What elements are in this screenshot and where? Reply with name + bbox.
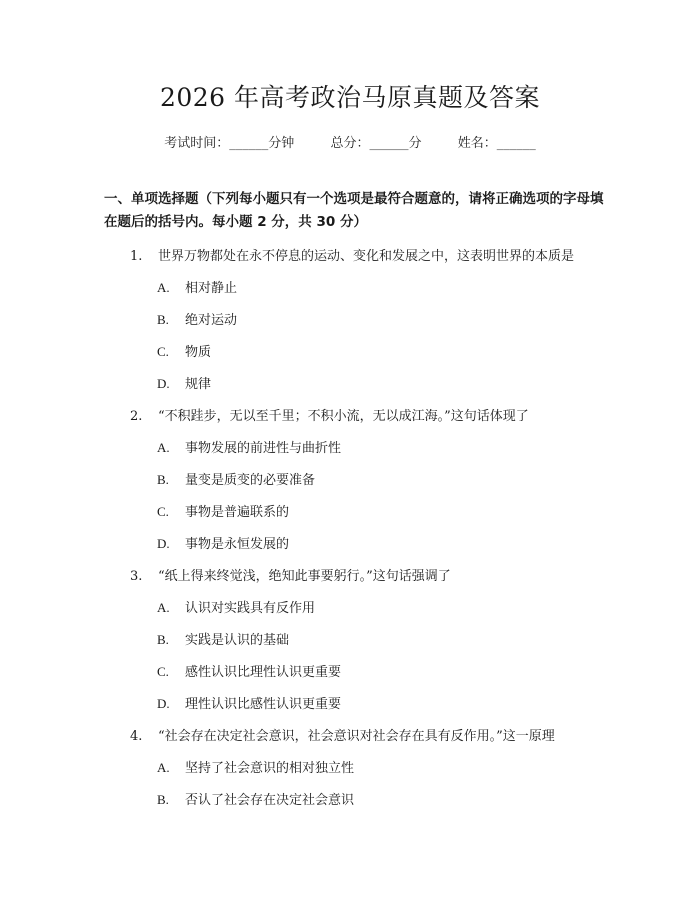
question-number: 1.	[130, 249, 143, 264]
option-3b	[157, 629, 289, 648]
option-letter: D.	[157, 696, 170, 711]
exam-meta	[0, 132, 700, 151]
option-text: 理性认识比感性认识更重要	[185, 697, 342, 712]
option-3d	[157, 693, 341, 712]
option-text: 实践是认识的基础	[185, 633, 290, 648]
option-text: 事物是永恒发展的	[185, 537, 290, 552]
option-letter: B.	[157, 472, 169, 487]
exam-time-label: 考试时间：______分钟	[164, 136, 295, 151]
option-2b	[157, 469, 315, 488]
question-stem: “不积跬步，无以至千里；不积小流，无以成江海。”这句话体现了	[158, 409, 529, 424]
question-stem: “社会存在决定社会意识，社会意识对社会存在具有反作用。”这一原理	[158, 729, 555, 744]
option-text: 规律	[185, 377, 212, 392]
option-1a	[157, 277, 237, 296]
question-4	[130, 725, 610, 744]
option-letter: A.	[157, 440, 170, 455]
question-number: 2.	[130, 409, 143, 424]
option-text: 绝对运动	[185, 313, 238, 328]
page-title: 2026 年高考政治马原真题及答案	[159, 83, 541, 112]
section-heading: 一、单项选择题（下列每小题只有一个选项是最符合题意的，请将正确选项的字母填在题后的括号内。每小题 2 分，共 30 分）	[104, 191, 604, 230]
option-2d	[157, 533, 289, 552]
option-letter: B.	[157, 632, 169, 647]
option-3a	[157, 597, 315, 616]
option-1d	[157, 373, 211, 392]
option-1b	[157, 309, 237, 328]
option-text: 物质	[185, 345, 212, 360]
option-text: 认识对实践具有反作用	[185, 601, 316, 616]
option-text: 否认了社会存在决定社会意识	[185, 793, 355, 808]
option-letter: D.	[157, 536, 170, 551]
option-4b	[157, 789, 354, 808]
question-stem: “纸上得来终觉浅，绝知此事要躬行。”这句话强调了	[158, 569, 451, 584]
question-number: 3.	[130, 569, 143, 584]
option-letter: A.	[157, 280, 170, 295]
option-text: 感性认识比理性认识更重要	[185, 665, 342, 680]
option-letter: C.	[157, 664, 169, 679]
option-text: 量变是质变的必要准备	[185, 473, 316, 488]
total-score-label: 总分：______分	[330, 136, 422, 151]
option-2c	[157, 501, 289, 520]
question-1	[130, 245, 610, 264]
option-letter: C.	[157, 504, 169, 519]
option-letter: C.	[157, 344, 169, 359]
question-number: 4.	[130, 729, 143, 744]
question-2	[130, 405, 610, 424]
question-stem: 世界万物都处在永不停息的运动、变化和发展之中，这表明世界的本质是	[158, 249, 575, 264]
option-letter: D.	[157, 376, 170, 391]
option-text: 事物是普遍联系的	[185, 505, 290, 520]
option-text: 事物发展的前进性与曲折性	[185, 441, 342, 456]
option-2a	[157, 437, 341, 456]
option-3c	[157, 661, 341, 680]
question-3	[130, 565, 610, 584]
option-1c	[157, 341, 211, 360]
option-letter: B.	[157, 792, 169, 807]
student-name-label: 姓名：______	[457, 136, 536, 151]
option-text: 坚持了社会意识的相对独立性	[185, 761, 355, 776]
option-text: 相对静止	[185, 281, 238, 296]
option-4a	[157, 757, 354, 776]
option-letter: B.	[157, 312, 169, 327]
option-letter: A.	[157, 760, 170, 775]
option-letter: A.	[157, 600, 170, 615]
